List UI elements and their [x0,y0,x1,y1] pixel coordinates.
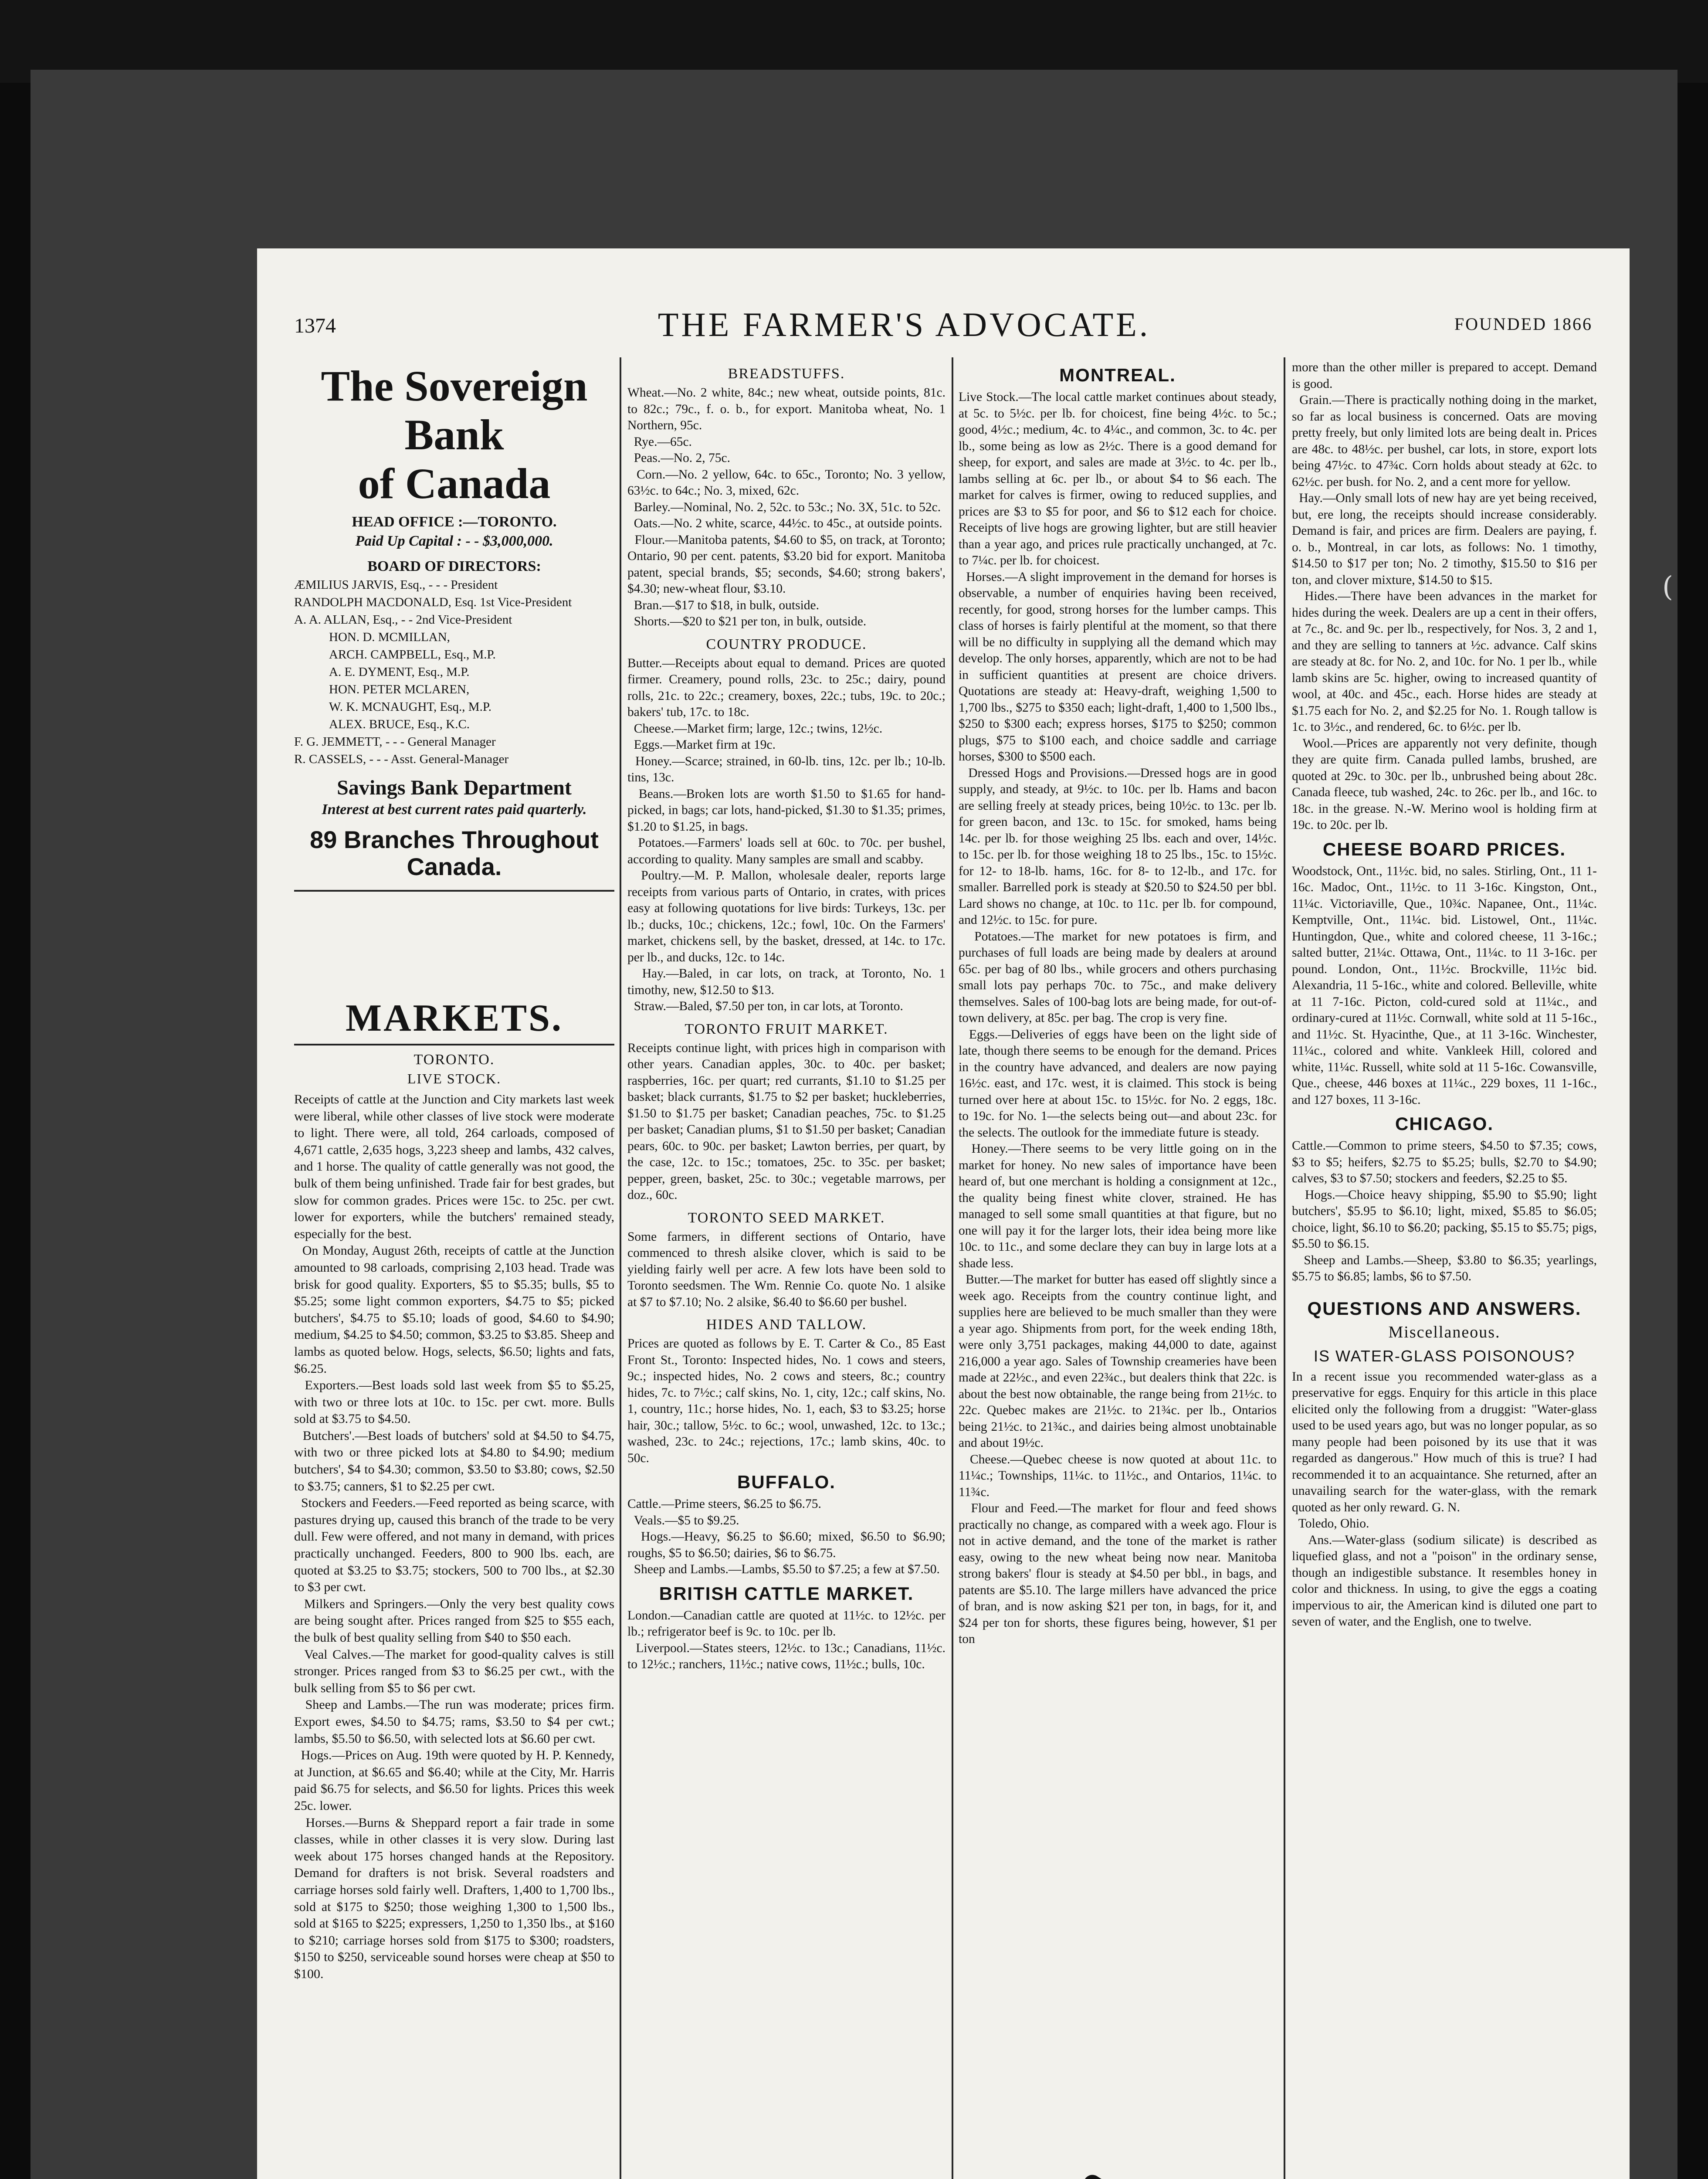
markets-heading: MARKETS. [346,997,563,1039]
ad-interest: Interest at best current rates paid quarterly. [322,801,587,818]
seed-market-text: Some farmers, in different sections of Ontario, have commenced to thresh alsike clover, which is said to be yielding fairly well per acre. A few lots have been sold to Toronto seedsmen. The Wm. Rennie Co. quote No. 1 alsike at $7 to $7.10; No. 2 alsike, $6.40 to $6.60 per bushel. [627,1229,949,1309]
toronto-live-stock-text: Receipts of cattle at the Junction and City markets last week were liberal, while other classes of live stock were moderate to light. There were, all told, 264 carloads, composed of 4,671 cattle, 2,635 hogs, 3,223 sheep and lambs, 432 calves, and 1 horse. The quality of cattle generally was not good, the bulk of them being unfinished. Trade fair for best grades, but slow for common grades. Prices were 15c. to 25c. per cwt. lower for exporters, while the butchers' remained steady, especially for the best. On Monday, August 26th, receipts of cattle at the Junction amounted to 98 carloads, comprising 2,103 head. Trade was brisk for good quality. Exporters, $5 to $5.35; bulls, $5 to $5.25; some light common exporters, $4.75 to $5; picked butchers', $4.75 to $5.10; loads of good, $4.60 to $4.90; medium, $4.25 to $4.50; common, $3.25 to $3.85. Sheep and lambs as quoted below. Hogs, selects, $6.50; lights and fats, $6.25. Exporters.—Best loads sold last week from $5 to $5.25, with two or three lots at 10c. to 15c. per cwt. more. Bulls sold at $3.75 to $4.50. Butchers'.—Best loads of butchers' sold at $4.50 to $4.75, with two or three picked lots at $4.80 to $4.90; medium butchers', $4 to $4.30; common, $3.50 to $3.80; cows, $2.50 to $3.75; canners, $1 to $2.25 per cwt. Stockers and Feeders.—Feed reported as being scarce, with pastures drying up, caused this branch of the trade to be very dull. Few were offered, and not many in demand, with prices practically unchanged. Feeders, 800 to 900 lbs. each, are quoted at $3.25 to $3.75; stockers, 500 to 700 lbs., at $2.30 to $3 per cwt. Milkers and Springers.—Only the very best quality cows are being sought after. Prices ranged from $25 to $55 each, the bulk of best quality selling from $40 to $50 each. Veal Calves.—The market for good-quality calves is still stronger. Prices ranged from $3 to $6.25 per cwt., with the bulk selling from $5 to $6 per cwt. Sheep and Lambs.—The run was moderate; prices firm. Export ewes, $4.50 to $4.75; rams, $3.50 to $4 per cwt.; lambs, $5.50 to $6.50, with selected lots at $6.60 per cwt. Hogs.—Prices on Aug. 19th were quoted by H. P. Kennedy, at Junction, at $6.65 and $6.40; while at the City, Mr. Harris paid $6.75 for selects, and $6.50 for lights. Prices this week 25c. lower. Horses.—Burns & Sheppard report a fair trade in some classes, while in other classes it is very slow. During last week about 175 horses changed hands at the Repository. Demand for drafters is not brisk. Several roadsters and carriage horses sold fairly well. Drafters, 1,400 to 1,700 lbs., sold at $175 to $250; those weighing 1,300 to 1,500 lbs., sold at $165 to $225; expressers, 1,250 to 1,350 lbs., at $160 to $210; carriage horses sold from $175 to $300; roadsters, $150 to $250, serviceable sound horses were cheap at $50 to $100. [294,1092,615,1981]
questions-answers-heading: QUESTIONS AND ANSWERS. [1307,1298,1582,1319]
page-header [294,305,1593,353]
montreal-continued-text: more than the other miller is prepared to accept. Demand is good. Grain.—There is practically nothing doing in the market, so far as local business is concerned. Oats are moving pretty freely, but only limited lots are being dealt in. Prices are 48c. to 48½c. per bushel, car lots, in store, export lots being 47½c. to 47¾c. Corn holds about steady at 62c. to 62½c. per bush. for No. 2, and a cent more for yellow. Hay.—Only small lots of new hay are yet being received, but, ere long, the receipts should increase considerably. Demand is fair, and prices are firm. Dealers are paying, f. o. b., Montreal, in car lots, as follows: No. 1 timothy, $14.50 to $17 per ton; No. 2 timothy, $15.50 to $16 per ton, and clover mixture, $14.50 to $15. Hides.—There have been advances in the market for hides during the week. Dealers are up a cent in their offers, at 7c., 8c. and 9c. per lb., respectively, for Nos. 3, 2 and 1, and they are selling to tanners at ½c. advance. Calf skins are steady at 8c. for No. 2, and 10c. for No. 1 per lb., while lamb skins are 5c. higher, owing to increased quantity of wool, at 40c. and 45c., each. Horse hides are steady at $1.75 each for No. 2, and $2.25 for No. 1. Rough tallow is 1c. to 3½c., and rendered, 6c. to 6½c. per lb. Wool.—Prices are apparently not very definite, though they are quite firm. Canada pulled lambs, brushed, are quoted at 29c. to 30c. per lb., unbrushed being about 28c. Canada fleece, tub washed, 24c. to 26c. per lb., and 16c. to 18c. in the grease. N.-W. Merino wool is holding firm at 19c. to 20c. per lb. [1292,360,1597,832]
montreal-heading: MONTREAL. [1059,365,1176,385]
fruit-market-heading: TORONTO FRUIT MARKET. [685,1021,888,1037]
ad-divider [294,890,614,892]
masthead-title: THE FARMER'S ADVOCATE. [657,305,1151,343]
margin-mark: ( [1662,571,1673,603]
fruit-market-text: Receipts continue light, with prices high in comparison with other years. Canadian apples, 30c. to 40c. per basket; raspberries, 16c. per quart; red currants, $1.10 to $1.25 per basket; black currants, $1.75 to $2 per basket; huckleberries, $1.50 to $1.75 per basket; Canadian peaches, 75c. to $1.25 per basket; Canadian plums, $1 to $1.50 per basket; Canadian pears, 60c. to 90c. per basket; Lawton berries, per quart, by the case, 12c. to 15c.; tomatoes, 25c. to 35c. per basket; pepper, green, basket, 25c. to 30c.; vegetable marrows, per doz., 60c. [627,1041,949,1202]
country-produce-heading: COUNTRY PRODUCE. [706,636,867,652]
markets-divider [294,1044,614,1045]
hides-tallow-text: Prices are quoted as follows by E. T. Carter & Co., 85 East Front St., Toronto: Inspected hides, No. 1 cows and steers, 9c.; inspected hides, No. 2 cows and steers, 8c.; country hides, 7c. to 7½c.; calf skins, No. 1, city, 12c.; calf skins, No. 1, country, 11c.; horse hides, No. 1, each, $3 to $3.25; horse hair, 30c.; tallow, 5½c. to 6c.; wool, unwashed, 12c. to 13c.; washed, 23c. to 24c.; rejections, 17c.; lamb skins, 40c. to 50c. [627,1337,949,1465]
ad-board-title: BOARD OF DIRECTORS: [367,558,541,574]
ad-manager: R. CASSELS, - - - Asst. General-Manager [294,752,509,766]
miscellaneous-heading: Miscellaneous. [1388,1323,1501,1341]
ad-director: A. E. DYMENT, Esq., M.P. [329,665,470,679]
ad-director: A. A. ALLAN, Esq., - - 2nd Vice-President [294,613,512,627]
sovereign-bank-ad [294,362,614,901]
ad-capital: Paid Up Capital : - - $3,000,000. [355,533,553,549]
ad-head-office: HEAD OFFICE :—TORONTO. [352,514,557,530]
montreal-text: Live Stock.—The local cattle market continues about steady, at 5c. to 5½c. per lb. for choicest, fine being 4½c. to 5c.; good, 4½c.; medium, 4c. to 4¼c., and common, 3c. to 4c. per lb., some being as low as 2½c. There is a good demand for sheep, for export, and sales are made at 3½c. to 4c. per lb., lambs selling at 6c. per lb., or about $4 to $6 each. The market for calves is firmer, owing to reduced supplies, and prices are $3 to $5 for poor, and $6 to $12 each for choice. Receipts of live hogs are growing lighter, but are still heavier than a year ago, and prices rule practically unchanged, at 7c. to 7¼c. per lb. for choicest. Horses.—A slight improvement in the demand for horses is observable, a number of enquiries having been received, recently, for good, strong horses for the lumber camps. This class of horses is fairly plentiful at the moment, so that there will be no difficulty in supplying all the demand which may develop. The only horses, apparently, which are not to be had in sufficient quantities at present are choice drivers. Quotations are steady at: Heavy-draft, weighing 1,500 to 1,700 lbs., $275 to $350 each; light-draft, 1,400 to 1,500 lbs., $250 to $300 each; express horses, $175 to $250; common plugs, $75 to $100 each, and choice saddle and carriage horses, $300 to $500 each. Dressed Hogs and Provisions.—Dressed hogs are in good supply, and steady, at 9½c. to 10c. per lb. Hams and bacon are selling freely at steady prices, being 10½c. to 13c. per lb. for green bacon, and 13c. to 15c. for smoked, hams being 14c. per lb. for those weighing 25 lbs. each and over, 14½c. to 15c. per lb. for those weighing 18 to 25 lbs., 15c. to 15½c. for 12- to 18-lb. hams, 16c. for 8- to 12-lb., and 17c. for smaller. Barrelled pork is steady at $20.50 to $24.50 per bbl. Lard shows no change, at 10c. to 11c. per lb. for compound, and 12½c. to 15c. for pure. Potatoes.—The market for new potatoes is firm, and purchases of full loads are being made by dealers at around 65c. per bag of 80 lbs., while grocers and others purchasing small lots pay perhaps 70c. to 75c., and make delivery themselves. Sales of 100-bag lots are being made, for out-of-town delivery, at 85c. per bag. The crop is very fine. Eggs.—Deliveries of eggs have been on the light side of late, though there seems to be enough for the demand. Prices in the country have advanced, and dealers are now paying 16½c. east, and 17c. west, it is claimed. This stock is being turned over here at about 15c. to 15½c. for No. 2 eggs, 18c. to 19c. for No. 1—the selects being out—and about 23c. for the selects. The outlook for the immediate future is steady. Honey.—There seems to be very little going on in the market for honey. No new sales of importance have been heard of, but one merchant is holding a consignment at 12c., the quality being finest white clover, strained. He has managed to sell some small quantities at that figure, but no one will pay it for the larger lots, their idea being more like 10c. to 11c., and some declare they can buy in large lots at a shade less. Butter.—The market for butter has eased off slightly since a week ago. Receipts from the country continue light, and supplies here are believed to be much smaller than they were a year ago. Shipments from port, for the week ending 18th, were only 3,751 packages, making 44,000 to date, against 216,000 a year ago. Sales of Township creameries have been made at 22½c., and even 22¾c., but dealers think that 22c. is about the best now obtainable, the range being from 21½c. to 22c. Quebec makes are 21½c. to 21¾c. per lb., Ontarios being 21½c. to 21¾c., and dairies being almost unobtainable and about 19½c. Cheese.—Quebec cheese is now quoted at about 11c. to 11¼c.; Townships, 11¼c. to 11½c., and Ontarios, 11¼c. to 11¾c. Flour and Feed.—The market for flour and feed shows practically no change, as compared with a week ago. Flour is not in active demand, and the tone of the market is rather easy, owing to the new wheat being now near. Manitoba strong bakers' flour is steady at $4.50 per bbl., in bags, and patents are $5.10. The large millers have advanced the price of bran, and is now asking $21 per ton, in bags, for it, and $24 per ton for shorts, these figures being, however, $1 per ton [959,390,1277,1646]
seed-market-heading: TORONTO SEED MARKET. [688,1209,885,1226]
founded-line: FOUNDED 1866 [1454,314,1593,334]
water-glass-text: In a recent issue you recommended water-glass as a preservative for eggs. Enquiry for this article in this place elicited only the following from a druggist: "Water-glass used to be used years ago, but was no longer popular, as so many people had been poisoned by its use that it was regarded as dangerous." How much of this is true? I had recommended it to an acquaintance. She returned, after an unavailing search for the water-glass, with the remark quoted as her only reward. G. N. Toledo, Ohio. Ans.—Water-glass (sodium silicate) is described as liquefied glass, and not a "poison" in the ordinary sense, though an indigestible substance. It resembles honey in color and thickness. In using, to give the eggs a coating impervious to air, the American kind is diluted one part to seven of water, and the English, one to twelve. [1292,1369,1597,1629]
ad-title-line2: of Canada [358,459,551,508]
ad-title-line1: The Sovereign Bank [321,362,588,459]
british-cattle-heading: BRITISH CATTLE MARKET. [659,1583,914,1604]
column-rule [620,357,621,2179]
ad-director: HON. PETER MCLAREN, [329,682,470,696]
chicago-text: Cattle.—Common to prime steers, $4.50 to $7.35; cows, $3 to $5; heifers, $2.75 to $5.25; bulls, $2.70 to $4.90; calves, $3 to $7.50; stockers and feeders, $2.25 to $5. Hogs.—Choice heavy shipping, $5.90 to $5.90; light butchers', $5.95 to $6.10; light, mixed, $5.85 to $6.05; choice, light, $6.10 to $6.20; packing, $5.15 to $5.75; pigs, $5.50 to $6.15. Sheep and Lambs.—Sheep, $3.80 to $6.35; yearlings, $5.75 to $6.85; lambs, $6 to $7.50. [1292,1139,1597,1283]
ad-director: W. K. MCNAUGHT, Esq., M.P. [329,700,492,714]
ad-director: HON. D. MCMILLAN, [329,630,450,644]
page-number: 1374 [294,314,336,337]
newspaper-page [257,248,1630,2179]
hides-tallow-heading: HIDES AND TALLOW. [706,1317,867,1333]
column-rule [1284,357,1285,2179]
column-1 [294,989,614,1982]
buffalo-text: Cattle.—Prime steers, $6.25 to $6.75. Veals.—$5 to $9.25. Hogs.—Heavy, $6.25 to $6.60; mixed, $6.50 to $6.90; roughs, $5 to $6.50; dairies, $6 to $6.75. Sheep and Lambs.—Lambs, $5.50 to $7.25; a few at $7.50. [627,1497,946,1576]
ad-director: ARCH. CAMPBELL, Esq., M.P. [329,648,496,662]
ad-director: RANDOLPH MACDONALD, Esq. 1st Vice-President [294,595,572,609]
ad-branches: 89 Branches Throughout Canada. [310,826,599,880]
breadstuffs-heading: BREADSTUFFS. [728,366,845,382]
ad-director: ALEX. BRUCE, Esq., K.C. [329,717,470,731]
breadstuffs-text: Wheat.—No. 2 white, 84c.; new wheat, outside points, 81c. to 82c.; 79c., f. o. b., for export. Manitoba wheat, No. 1 Northern, 95c. Rye.—65c. Peas.—No. 2, 75c. Corn.—No. 2 yellow, 64c. to 65c., Toronto; No. 3 yellow, 63½c. to 64c.; No. 3, mixed, 62c. Barley.—Nominal, No. 2, 52c. to 53c.; No. 3X, 51c. to 52c. Oats.—No. 2 white, scarce, 44½c. to 45c., at outside points. Flour.—Manitoba patents, $4.60 to $5, on track, at Toronto; Ontario, 90 per cent. patents, $3.20 bid for export. Manitoba patent, special brands, $5; seconds, $4.60; strong bakers', $4.30; new-wheat flour, $3.10. Bran.—$17 to $18, in bulk, outside. Shorts.—$20 to $21 per ton, in bulk, outside. [627,386,946,628]
column-3 [959,360,1277,2179]
column-rule [952,357,953,2179]
ad-director: ÆMILIUS JARVIS, Esq., - - - President [294,578,498,592]
cheese-board-text: Woodstock, Ont., 11½c. bid, no sales. Stirling, Ont., 11 1-16c. Madoc, Ont., 11½c. to 11 3-16c. Kingston, Ont., 11¼c. Victoriaville, Que., 10¾c. Napanee, Ont., 11¼c. Kemptville, Ont., 11¼c. bid. Listowel, Ont., 11¼c. Huntingdon, Que., white and colored cheese, 11 3-16c.; salted butter, 21¼c. Ottawa, Ont., 11¼c. to 11 3-16c. per pound. London, Ont., 11½c. Brockville, 11½c bid. Alexandria, 11 5-16c., white and colored. Belleville, white at 11 7-16c. Picton, cold-cured sold at 11¼c., and ordinary-cured at 11½c. Cornwall, white sold at 11 5-16c., and 11½c. St. Hyacinthe, Que., at 11 3-16c. Winchester, 11¼c., colored and white. Vankleek Hill, colored and white, 11¼c. Russell, white sold at 11 5-16c. Cowansville, Que., cheese, 446 boxes at 11¼c., 229 boxes, 11 1-16c., and 127 boxes, 11 3-16c. [1292,864,1600,1107]
cheese-board-heading: CHEESE BOARD PRICES. [1322,838,1566,859]
water-glass-heading: IS WATER-GLASS POISONOUS? [1313,1347,1576,1365]
column-4 [1292,360,1600,2179]
country-produce-text: Butter.—Receipts about equal to demand. Prices are quoted firmer. Creamery, pound rolls, 23c. to 25c.; dairy, pound rolls, 21c. to 22c.; creamery, boxes, 22c.; tubs, 19c. to 20c.; bakers' tub, 17c. to 18c. Cheese.—Market firm; large, 12c.; twins, 12½c. Eggs.—Market firm at 19c. Honey.—Scarce; strained, in 60-lb. tins, 12c. per lb.; 10-lb. tins, 13c. Beans.—Broken lots are worth $1.50 to $1.65 for hand-picked, in bags; car lots, hand-picked, $1.30 to $1.35; primes, $1.20 to $1.25, in bags. Potatoes.—Farmers' loads sell at 60c. to 70c. per bushel, according to quality. Many samples are small and scabby. Poultry.—M. P. Mallon, wholesale dealer, reports large receipts from various parts of Ontario, in crates, with prices easy at following quotations for live birds: Turkeys, 13c. per lb.; ducks, 10c.; chickens, 12c.; fowl, 10c. On the Farmers' market, chickens sell, by the basket, dressed, at 14c. to 17c. per lb., and ducks, 12c. to 14c. Hay.—Baled, in car lots, on track, at Toronto, No. 1 timothy, new, $12.50 to $13. Straw.—Baled, $7.50 per ton, in car lots, at Toronto. [627,656,946,1013]
toronto-heading: TORONTO. [413,1052,495,1068]
chicago-heading: CHICAGO. [1395,1113,1494,1134]
column-2 [627,360,949,1673]
live-stock-heading: LIVE STOCK. [407,1071,502,1086]
ad-savings-dept: Savings Bank Department [337,776,572,799]
british-cattle-text: London.—Canadian cattle are quoted at 11½c. to 12½c. per lb.; refrigerator beef is 9c. to 10c. per lb. Liverpool.—States steers, 12½c. to 13c.; Canadians, 11½c. to 12½c.; ranchers, 11½c.; native cows, 11½c.; bulls, 10c. [627,1608,946,1671]
buffalo-heading: BUFFALO. [737,1472,836,1492]
ad-manager: F. G. JEMMETT, - - - General Manager [294,735,496,749]
